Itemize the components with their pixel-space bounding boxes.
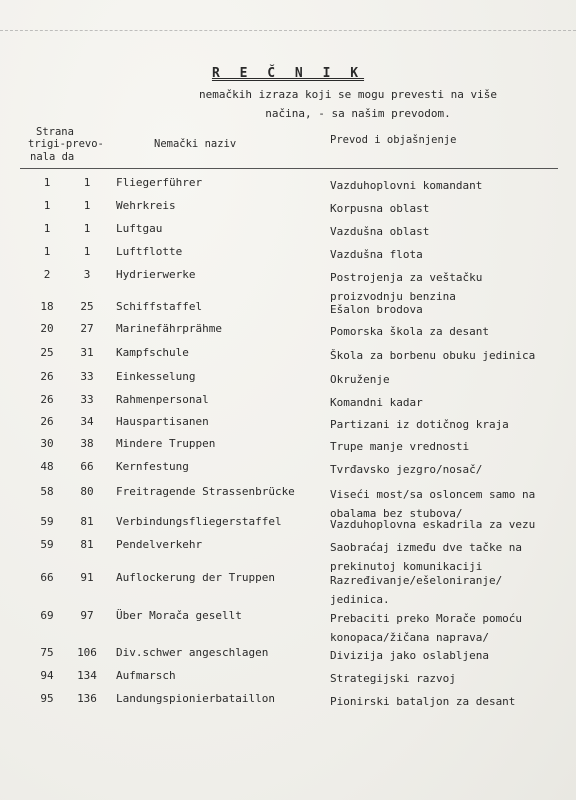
german-term: Luftflotte bbox=[116, 245, 183, 258]
translation: Vazduhoplovni komandant bbox=[330, 179, 483, 192]
page-translation: 1 bbox=[83, 222, 91, 235]
page-original: 1 bbox=[43, 199, 51, 212]
page-translation: 134 bbox=[77, 669, 97, 682]
translation: Saobraćaj između dve tačke na prekinutoj komunikaciji bbox=[330, 541, 523, 573]
subtitle-line-1: nemačkih izraza koji se mogu prevesti na više bbox=[198, 88, 497, 101]
german-term: Pendelverkehr bbox=[116, 538, 203, 551]
header-nala: nala da bbox=[30, 151, 75, 163]
translation: Vazdušna flota bbox=[330, 248, 423, 261]
page-translation: 81 bbox=[80, 538, 94, 551]
header-prevod: Prevod i objašnjenje bbox=[330, 134, 457, 146]
german-term: Wehrkreis bbox=[116, 199, 176, 212]
translation: Vazdušna oblast bbox=[330, 225, 430, 238]
document-title: R E Č N I K bbox=[211, 66, 365, 81]
page-original: 1 bbox=[43, 245, 51, 258]
page-original: 26 bbox=[40, 415, 54, 428]
page-original: 69 bbox=[40, 609, 54, 622]
german-term: Kampfschule bbox=[116, 346, 189, 359]
page-original: 18 bbox=[40, 300, 54, 313]
page-original: 59 bbox=[40, 515, 54, 528]
german-term: Verbindungsfliegerstaffel bbox=[116, 515, 282, 528]
page-translation: 106 bbox=[77, 646, 97, 659]
page-translation: 34 bbox=[80, 415, 94, 428]
subtitle-line-2: načina, - sa našim prevodom. bbox=[265, 107, 451, 120]
page-original: 1 bbox=[43, 176, 51, 189]
german-term: Freitragende Strassenbrücke bbox=[116, 485, 295, 498]
page-translation: 25 bbox=[80, 300, 94, 313]
page-original: 1 bbox=[43, 222, 51, 235]
translation: Razređivanje/ešeloniranje/ jedinica. bbox=[330, 574, 503, 606]
translation: Tvrđavsko jezgro/nosač/ bbox=[330, 463, 483, 476]
german-term: Landungspionierbataillon bbox=[116, 692, 275, 705]
german-term: Div.schwer angeschlagen bbox=[116, 646, 269, 659]
page-translation: 97 bbox=[80, 609, 94, 622]
page-translation: 136 bbox=[77, 692, 97, 705]
german-term: Kernfestung bbox=[116, 460, 189, 473]
page-original: 25 bbox=[40, 346, 54, 359]
german-term: Hauspartisanen bbox=[116, 415, 209, 428]
page-original: 2 bbox=[43, 268, 51, 281]
german-term: Fliegerführer bbox=[116, 176, 203, 189]
translation: Partizani iz dotičnog kraja bbox=[330, 418, 509, 431]
translation: Korpusna oblast bbox=[330, 202, 430, 215]
page-translation: 33 bbox=[80, 393, 94, 406]
german-term: Aufmarsch bbox=[116, 669, 176, 682]
header-trigi: trigi-prevo- bbox=[28, 138, 104, 150]
translation: Komandni kadar bbox=[330, 396, 423, 409]
german-term: Mindere Truppen bbox=[116, 437, 216, 450]
translation: Viseći most/sa osloncem samo na obalama bez stubova/ bbox=[330, 488, 536, 520]
german-term: Hydrierwerke bbox=[116, 268, 196, 281]
page-translation: 1 bbox=[83, 176, 91, 189]
german-term: Schiffstaffel bbox=[116, 300, 203, 313]
page-original: 94 bbox=[40, 669, 54, 682]
page-translation: 27 bbox=[80, 322, 94, 335]
page-translation: 1 bbox=[83, 245, 91, 258]
page-original: 95 bbox=[40, 692, 54, 705]
german-term: Einkesselung bbox=[116, 370, 196, 383]
translation: Ešalon brodova bbox=[330, 303, 423, 316]
page-original: 75 bbox=[40, 646, 54, 659]
page-original: 30 bbox=[40, 437, 54, 450]
page-translation: 33 bbox=[80, 370, 94, 383]
page-original: 59 bbox=[40, 538, 54, 551]
translation: Trupe manje vrednosti bbox=[330, 440, 470, 453]
german-term: Über Morača gesellt bbox=[116, 609, 242, 622]
page-translation: 38 bbox=[80, 437, 94, 450]
page-original: 20 bbox=[40, 322, 54, 335]
german-term: Marinefährprähme bbox=[116, 322, 222, 335]
translation: Pionirski bataljon za desant bbox=[330, 695, 516, 708]
translation: Prebaciti preko Morače pomoću konopaca/žičana naprava/ bbox=[330, 612, 523, 644]
page-translation: 81 bbox=[80, 515, 94, 528]
translation: Strategijski razvoj bbox=[330, 672, 456, 685]
page-translation: 31 bbox=[80, 346, 94, 359]
translation: Okruženje bbox=[330, 373, 390, 386]
page-original: 48 bbox=[40, 460, 54, 473]
german-term: Luftgau bbox=[116, 222, 163, 235]
page-original: 66 bbox=[40, 571, 54, 584]
german-term: Rahmenpersonal bbox=[116, 393, 209, 406]
page-original: 58 bbox=[40, 485, 54, 498]
translation: Pomorska škola za desant bbox=[330, 325, 489, 338]
page-translation: 3 bbox=[83, 268, 91, 281]
page-translation: 66 bbox=[80, 460, 94, 473]
translation: Postrojenja za veštačku proizvodnju benzina bbox=[330, 271, 483, 303]
page-translation: 91 bbox=[80, 571, 94, 584]
page-original: 26 bbox=[40, 370, 54, 383]
header-nemacki-naziv: Nemački naziv bbox=[154, 138, 237, 150]
page-original: 26 bbox=[40, 393, 54, 406]
translation: Škola za borbenu obuku jedinica bbox=[330, 349, 536, 362]
translation: Vazduhoplovna eskadrila za vezu bbox=[330, 518, 536, 531]
page-translation: 80 bbox=[80, 485, 94, 498]
translation: Divizija jako oslabljena bbox=[330, 649, 489, 662]
page-translation: 1 bbox=[83, 199, 91, 212]
header-strana: Strana bbox=[36, 126, 74, 138]
german-term: Auflockerung der Truppen bbox=[116, 571, 275, 584]
